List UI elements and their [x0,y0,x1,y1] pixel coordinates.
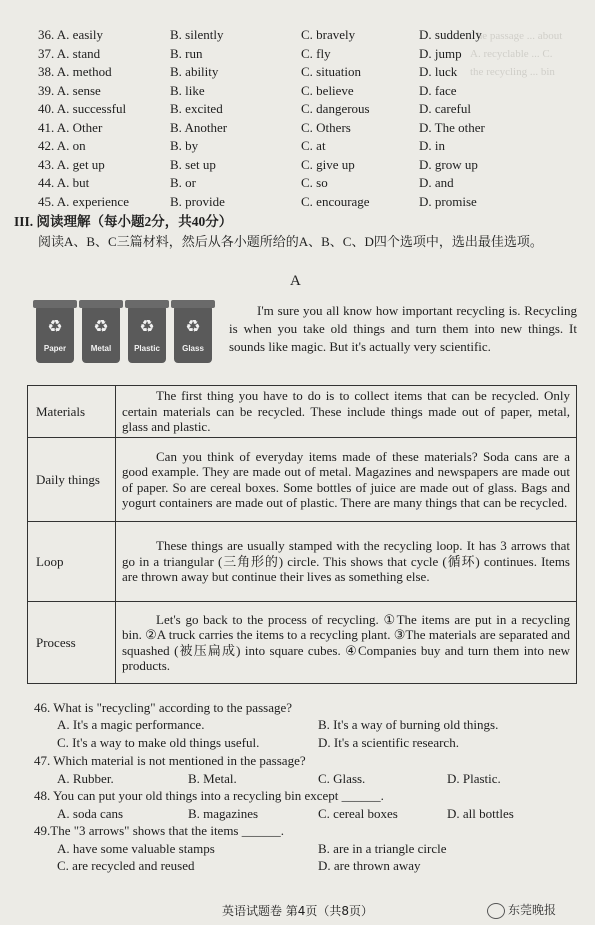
option-a: 41. A. Other [38,119,103,135]
watermark-text: 东莞晚报 [508,903,557,917]
option-c: C. situation [301,64,361,79]
option-a: 44. A. but [38,175,90,190]
question-option: B. Metal. [188,771,237,786]
option-d: D. The other [419,119,485,135]
passage-letter: A [290,273,301,289]
option-a: 38. A. method [38,64,112,79]
recycle-bin-metal [82,307,120,363]
option-b: B. ability [170,64,219,79]
option-c: C. at [301,138,326,153]
question-option: D. It's a scientific research. [318,735,459,750]
recycle-bin-glass [174,307,212,363]
row-body: Can you think of everyday items made of these materials? Soda cans are a good example. They are made out of metal. Magazines and newspapers are made out of paper. So are cereal boxes. Some bottles of juice are made out of glass. Bags and yogurt containers are made out of plastic. There are many things that can be recycled. [116,438,577,522]
option-d: D. promise [419,193,477,209]
option-b: B. like [170,82,205,98]
page-footer: 英语试题卷 第4页（共8页） [221,904,374,918]
option-d: D. careful [419,101,471,116]
option-b: B. excited [170,101,223,116]
intro-text: I'm sure you all know how important recycling is. Recycling is when you take old things and turn them into new things. It sounds like magic. But it's actually very scientific. [229,303,577,354]
table-row [28,438,577,522]
recycle-icon: ♻ [185,317,201,337]
recycle-bin-paper [36,307,74,363]
option-b: B. run [170,45,203,61]
row-head: Process [28,602,116,684]
bin-label: Plastic [134,344,160,353]
option-a: 36. A. easily [38,27,103,42]
row-head: Loop [28,522,116,602]
instructions: 阅读A、B、C三篇材料，然后从各小题所给的A、B、C、D四个选项中，选出最佳选项。 [38,234,543,249]
option-c: C. believe [301,82,354,98]
recycle-icon: ♻ [47,317,63,337]
option-c: C. give up [301,156,355,172]
option-c: C. so [301,175,328,190]
option-c: C. dangerous [301,101,370,116]
option-d: D. luck [419,64,458,79]
question-option: A. It's a magic performance. [57,717,205,732]
option-b: B. set up [170,156,216,172]
option-a: 45. A. experience [38,193,129,209]
bleed-through-text: The passage ... about [470,30,563,42]
question-option: B. magazines [188,806,259,821]
recycling-bins-image [36,301,214,365]
question-option: C. It's a way to make old things useful. [57,735,260,750]
table-row [28,602,577,684]
option-d: D. grow up [419,156,478,172]
row-body: The first thing you have to do is to collect items that can be recycled. Only certain materials can be recycled. These include things made out of paper, metal, glass and plastic. [116,386,577,438]
row-body: Let's go back to the process of recycling. ①The items are put in a recycling bin. ②A truck carries the items to a recycling plant. ③The materials are separated and squashed (被压扁成) into square cubes. ④Companies buy and turn them into new products. [116,602,577,684]
bin-label: Metal [90,344,112,353]
option-d: D. suddenly [419,27,482,42]
question-stem: 47. Which material is not mentioned in the passage? [34,753,306,768]
question-option: D. all bottles [447,806,514,821]
section-title: III. 阅读理解（每小题2分，共40分） [14,214,233,229]
option-b: B. or [170,175,196,190]
question-stem: 49.The "3 arrows" shows that the items ______. [34,823,284,838]
option-d: D. in [419,138,445,153]
option-a: 43. A. get up [38,156,105,172]
recycle-icon: ♻ [139,317,155,337]
bin-label: Paper [43,344,67,353]
option-a: 42. A. on [38,138,86,153]
wechat-icon [487,903,505,919]
question-option: C. cereal boxes [318,806,398,821]
recycle-bin-plastic [128,307,166,363]
recycle-icon: ♻ [93,317,109,337]
question-option: D. Plastic. [447,771,501,786]
question-stem: 48. You can put your old things into a recycling bin except ______. [34,788,384,803]
question-option: C. Glass. [318,771,366,786]
option-a: 37. A. stand [38,45,101,61]
table-row [28,522,577,602]
option-b: B. provide [170,193,225,209]
question-stem: 46. What is "recycling" according to the passage? [34,700,293,715]
question-option: B. are in a triangle circle [318,841,447,856]
row-head: Daily things [28,438,116,522]
option-b: B. silently [170,27,224,42]
option-a: 39. A. sense [38,82,101,98]
question-option: B. It's a way of burning old things. [318,717,499,732]
row-head: Materials [28,386,116,438]
option-b: B. Another [170,119,228,135]
option-c: C. Others [301,119,351,135]
info-table [27,385,577,684]
watermark-logo [487,901,556,919]
option-d: D. and [419,175,454,190]
question-option: D. are thrown away [318,858,421,873]
bleed-through-text: A. recyclable ... C. [470,48,553,60]
row-body: These things are usually stamped with the recycling loop. It has 3 arrows that go in a triangular (三角形的) circle. This shows that cycle (循环) continues. Items are thrown away but continue their lives as something else. [116,522,577,602]
bleed-through-text: the recycling ... bin [470,66,555,78]
question-option: A. Rubber. [57,771,114,786]
option-c: C. fly [301,45,331,61]
option-d: D. jump [419,45,462,61]
intro-paragraph [229,302,577,356]
table-row [28,386,577,438]
question-option: A. have some valuable stamps [57,841,215,856]
question-option: A. soda cans [57,806,124,821]
option-a: 40. A. successful [38,101,127,116]
question-option: C. are recycled and reused [57,858,195,873]
option-c: C. encourage [301,193,370,209]
option-c: C. bravely [301,27,356,42]
option-d: D. face [419,82,457,98]
bin-label: Glass [182,344,204,353]
option-b: B. by [170,138,199,153]
